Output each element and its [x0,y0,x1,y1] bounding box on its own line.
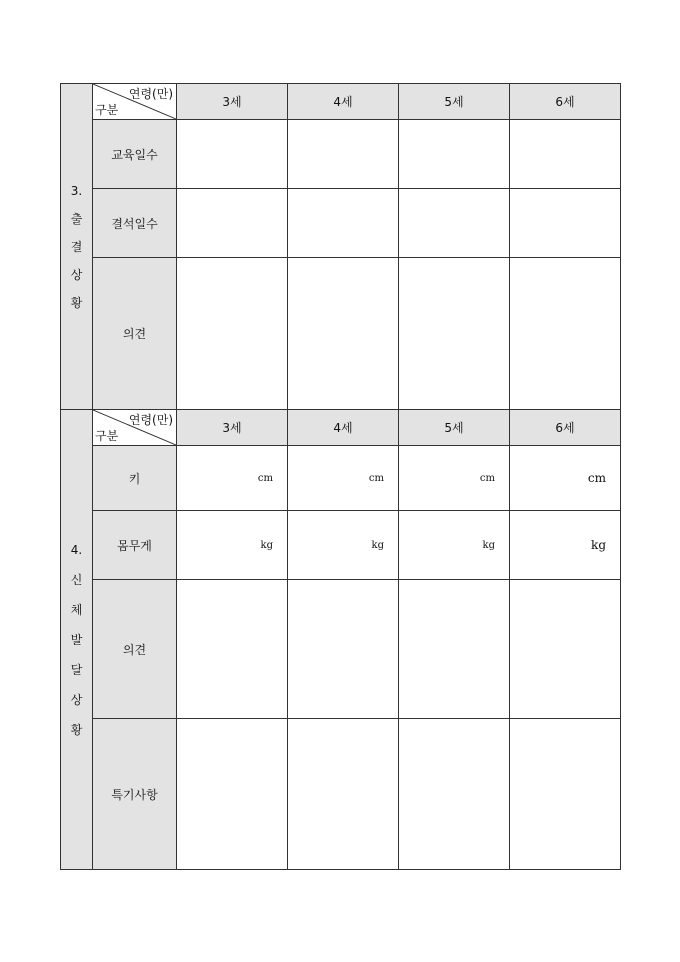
age-header-3: 3세 [177,84,288,120]
age-header-6: 6세 [510,410,621,446]
weight-cell[interactable]: kg [399,511,510,580]
height-cell[interactable]: cm [399,446,510,511]
physical-opinion-cell[interactable] [399,580,510,719]
section-char: 발 [70,632,83,647]
weight-cell[interactable]: kg [510,511,621,580]
special-notes-cell[interactable] [510,719,621,870]
special-notes-cell[interactable] [399,719,510,870]
education-days-cell[interactable] [177,120,288,189]
physical-opinion-cell[interactable] [288,580,399,719]
physical-section-label [61,410,93,870]
physical-opinion-cell[interactable] [177,580,288,719]
section-char: 결 [70,239,83,254]
weight-cell[interactable]: kg [288,511,399,580]
attendance-opinion-cell[interactable] [177,258,288,410]
age-header-3: 3세 [177,410,288,446]
row-label-opinion: 의견 [93,580,177,719]
section-char: 황 [70,295,83,310]
special-notes-cell[interactable] [288,719,399,870]
education-days-cell[interactable] [288,120,399,189]
record-table [60,83,621,870]
row-label-weight: 몸무게 [93,511,177,580]
height-cell[interactable]: cm [510,446,621,511]
age-header-6: 6세 [510,84,621,120]
header-age-label: 연령(만) [128,87,173,101]
weight-cell[interactable]: kg [177,511,288,580]
education-days-cell[interactable] [510,120,621,189]
age-header-4: 4세 [288,410,399,446]
row-label-special-notes: 특기사항 [93,719,177,870]
section-char: 신 [70,572,83,587]
row-label-absence-days: 결석일수 [93,189,177,258]
header-category-label: 구분 [95,429,119,443]
attendance-opinion-cell[interactable] [510,258,621,410]
section-number: 4. [70,542,83,557]
attendance-section-label [61,84,93,410]
section-char: 체 [70,602,83,617]
absence-days-cell[interactable] [177,189,288,258]
header-age-label: 연령(만) [128,413,173,427]
special-notes-cell[interactable] [177,719,288,870]
height-cell[interactable]: cm [288,446,399,511]
attendance-opinion-cell[interactable] [399,258,510,410]
record-form [60,83,620,870]
height-cell[interactable]: cm [177,446,288,511]
row-label-education-days: 교육일수 [93,120,177,189]
section-number: 3. [70,183,83,198]
section-char: 황 [70,722,83,737]
row-label-opinion: 의견 [93,258,177,410]
absence-days-cell[interactable] [399,189,510,258]
age-header-4: 4세 [288,84,399,120]
education-days-cell[interactable] [399,120,510,189]
physical-header-corner [93,410,177,446]
section-char: 상 [70,692,83,707]
absence-days-cell[interactable] [510,189,621,258]
physical-opinion-cell[interactable] [510,580,621,719]
age-header-5: 5세 [399,84,510,120]
section-char: 상 [70,267,83,282]
section-char: 달 [70,662,83,677]
absence-days-cell[interactable] [288,189,399,258]
attendance-opinion-cell[interactable] [288,258,399,410]
age-header-5: 5세 [399,410,510,446]
row-label-height: 키 [93,446,177,511]
header-category-label: 구분 [95,103,119,117]
attendance-header-corner [93,84,177,120]
section-char: 출 [70,211,83,226]
